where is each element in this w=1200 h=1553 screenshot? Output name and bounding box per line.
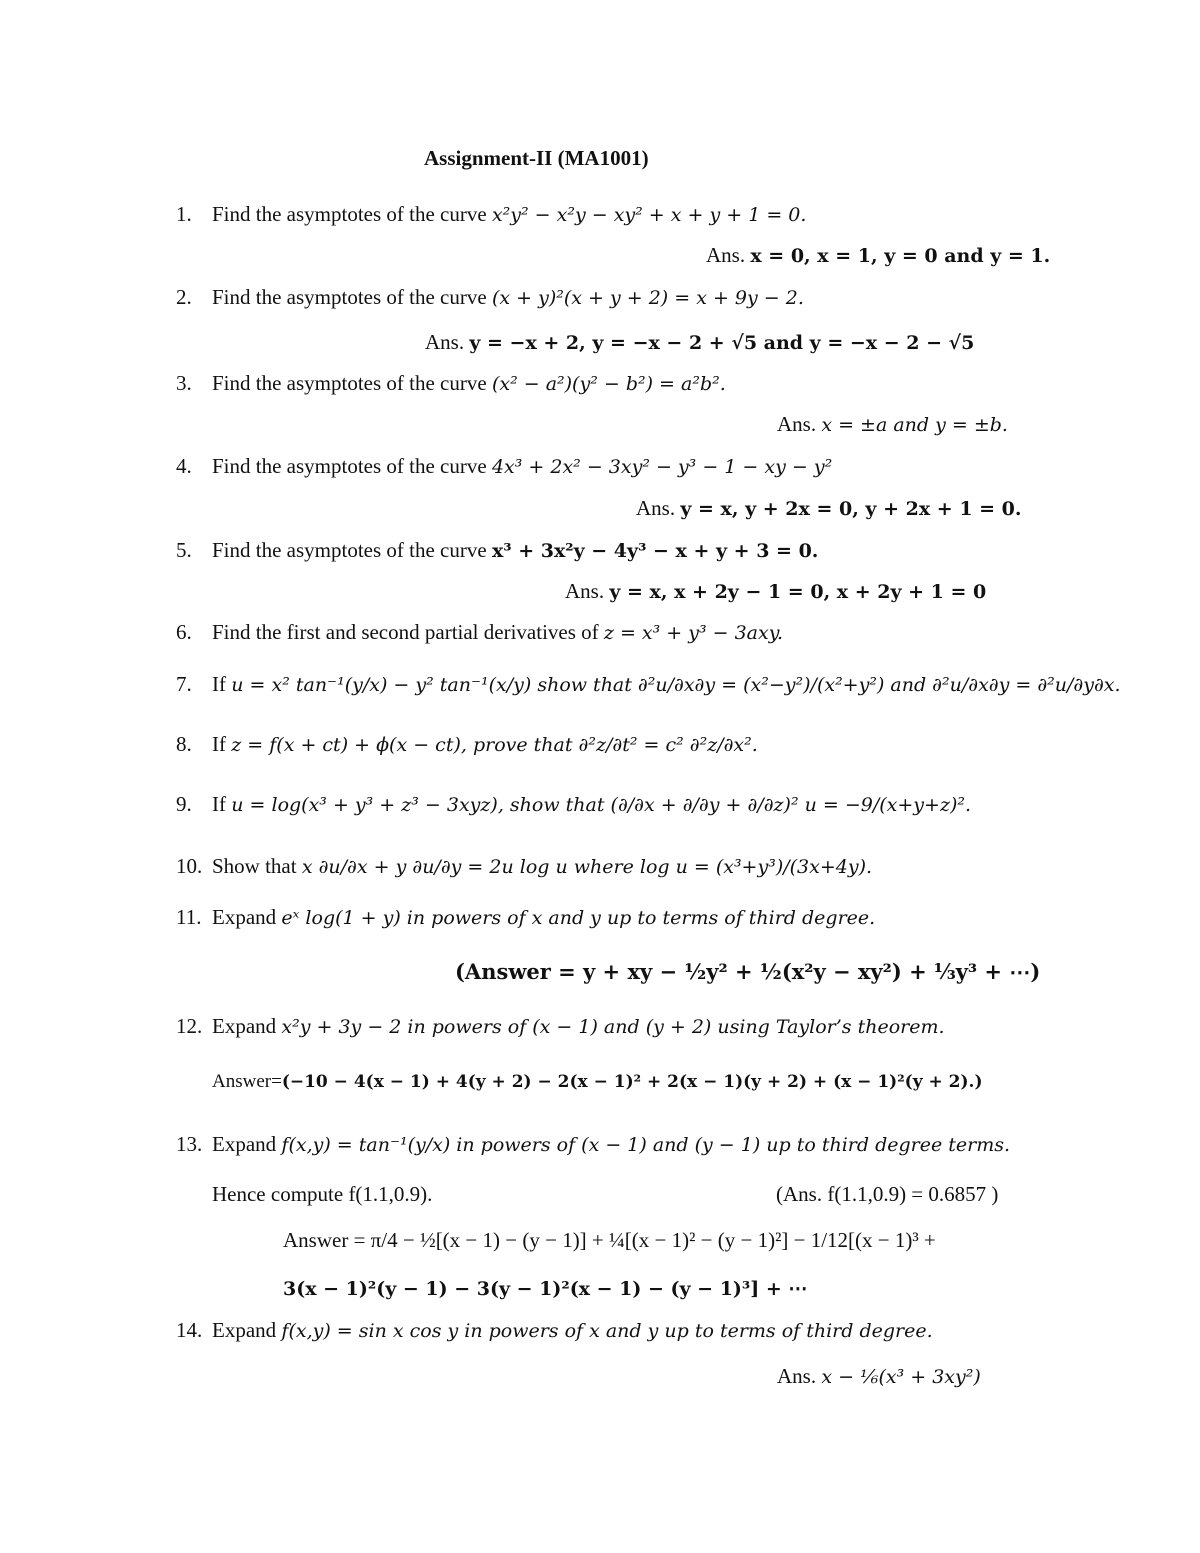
question-math: f(x,y) = sin x cos y in powers of x and y up to terms of third degree.	[281, 1320, 933, 1342]
question-13	[212, 1130, 1010, 1159]
answer-3	[777, 410, 1008, 439]
answer-label: Ans.	[425, 330, 470, 354]
item-number: 11.	[176, 905, 202, 929]
question-math: u = x² tan⁻¹(y/x) − y² tan⁻¹(x/y) show that ∂²u/∂x∂y = (x²−y²)/(x²+y²) and ∂²u/∂x∂y = ∂²u/∂y∂x.	[231, 674, 1121, 696]
question-math: 4x³ + 2x² − 3xy² − y³ − 1 − xy − y²	[491, 456, 833, 478]
question-6	[212, 618, 783, 647]
question-11	[212, 903, 875, 932]
question-14	[212, 1316, 933, 1345]
question-12	[212, 1012, 945, 1041]
answer-13-series-line2	[283, 1274, 807, 1303]
answer-11	[455, 958, 1040, 986]
answer-1	[706, 241, 1050, 270]
question-text: Find the asymptotes of the curve	[212, 202, 492, 226]
question-text: Show that	[212, 854, 302, 878]
question-text: Find the asymptotes of the curve	[212, 538, 492, 562]
answer-math: y = −x + 2, y = −x − 2 + √5 and y = −x − 2 − √5	[469, 332, 975, 354]
answer-13-value: (Ans. f(1.1,0.9) = 0.6857 )	[776, 1182, 999, 1206]
item-number: 5.	[176, 538, 192, 562]
question-math: z = x³ + y³ − 3axy.	[603, 622, 783, 644]
item-number: 6.	[176, 620, 192, 644]
answer-math: (Answer = y + xy − ½y² + ½(x²y − xy²) + ⅓y³ + ⋯)	[455, 959, 1041, 984]
answer-2	[425, 328, 974, 357]
question-8	[212, 730, 758, 759]
item-number: 4.	[176, 454, 192, 478]
answer-5	[565, 577, 986, 606]
question-10	[212, 852, 872, 881]
answer-math: x − ⅙(x³ + 3xy²)	[821, 1366, 981, 1388]
question-text: Expand	[212, 1014, 282, 1038]
answer-math: y = x, x + 2y − 1 = 0, x + 2y + 1 = 0	[609, 581, 987, 603]
answer-label: Ans.	[777, 412, 822, 436]
question-text: If	[212, 792, 232, 816]
answer-label: Answer=	[212, 1071, 282, 1092]
question-text: Expand	[212, 1318, 282, 1342]
question-2	[212, 283, 804, 312]
question-math: eˣ log(1 + y) in powers of x and y up to terms of third degree.	[281, 907, 876, 929]
question-math: x³ + 3x²y − 4y³ − x + y + 3 = 0.	[491, 540, 819, 562]
question-math: x²y² − x²y − xy² + x + y + 1 = 0.	[491, 204, 807, 226]
item-number: 10.	[176, 854, 203, 878]
answer-14	[777, 1362, 981, 1391]
question-5	[212, 536, 818, 565]
question-text: If	[212, 672, 232, 696]
answer-math: 3(x − 1)²(y − 1) − 3(y − 1)²(x − 1) − (y − 1)³] + ⋯	[283, 1278, 808, 1300]
answer-math: x = 0, x = 1, y = 0 and y = 1.	[750, 245, 1051, 267]
answer-12	[212, 1068, 982, 1096]
question-math: x ∂u/∂x + y ∂u/∂y = 2u log u where log u = (x³+y³)/(3x+4y).	[301, 856, 873, 878]
compute-prompt-13: Hence compute f(1.1,0.9).	[212, 1182, 433, 1206]
question-math: f(x,y) = tan⁻¹(y/x) in powers of (x − 1) and (y − 1) up to third degree terms.	[281, 1134, 1011, 1156]
answer-label: Ans.	[777, 1364, 822, 1388]
item-number: 9.	[176, 792, 192, 816]
item-number: 14.	[176, 1318, 203, 1342]
question-math: u = log(x³ + y³ + z³ − 3xyz), show that (∂/∂x + ∂/∂y + ∂/∂z)² u = −9/(x+y+z)².	[231, 794, 972, 816]
answer-label: Ans.	[706, 243, 751, 267]
item-number: 12.	[176, 1014, 203, 1038]
question-text: Find the first and second partial derivatives of	[212, 620, 604, 644]
question-text: Find the asymptotes of the curve	[212, 371, 492, 395]
question-1	[212, 200, 806, 229]
question-text: Find the asymptotes of the curve	[212, 454, 492, 478]
item-number: 8.	[176, 732, 192, 756]
question-text: If	[212, 732, 232, 756]
answer-4	[636, 494, 1022, 523]
question-4	[212, 452, 832, 481]
question-3	[212, 369, 726, 398]
question-math: (x + y)²(x + y + 2) = x + 9y − 2.	[491, 287, 804, 309]
item-number: 1.	[176, 202, 192, 226]
answer-label: Ans.	[636, 496, 681, 520]
question-text: Expand	[212, 1132, 282, 1156]
question-text: Find the asymptotes of the curve	[212, 285, 492, 309]
question-text: Expand	[212, 905, 282, 929]
item-number: 13.	[176, 1132, 203, 1156]
item-number: 3.	[176, 371, 192, 395]
answer-math: y = x, y + 2x = 0, y + 2x + 1 = 0.	[680, 498, 1022, 520]
answer-math: x = ±a and y = ±b.	[821, 414, 1008, 436]
question-7	[212, 670, 1121, 699]
answer-label: Ans.	[565, 579, 610, 603]
page-title: Assignment-II (MA1001)	[424, 146, 649, 170]
question-math: (x² − a²)(y² − b²) = a²b².	[491, 373, 726, 395]
item-number: 7.	[176, 672, 192, 696]
answer-13-series-line1: Answer = π/4 − ½[(x − 1) − (y − 1)] + ¼[(x − 1)² − (y − 1)²] − 1/12[(x − 1)³ +	[283, 1228, 936, 1252]
question-math: z = f(x + ct) + ϕ(x − ct), prove that ∂²z/∂t² = c² ∂²z/∂x².	[231, 734, 758, 756]
answer-math: (−10 − 4(x − 1) + 4(y + 2) − 2(x − 1)² + 2(x − 1)(y + 2) + (x − 1)²(y + 2).)	[281, 1072, 983, 1092]
question-math: x²y + 3y − 2 in powers of (x − 1) and (y + 2) using Taylor’s theorem.	[281, 1016, 945, 1038]
item-number: 2.	[176, 285, 192, 309]
question-9	[212, 790, 971, 819]
